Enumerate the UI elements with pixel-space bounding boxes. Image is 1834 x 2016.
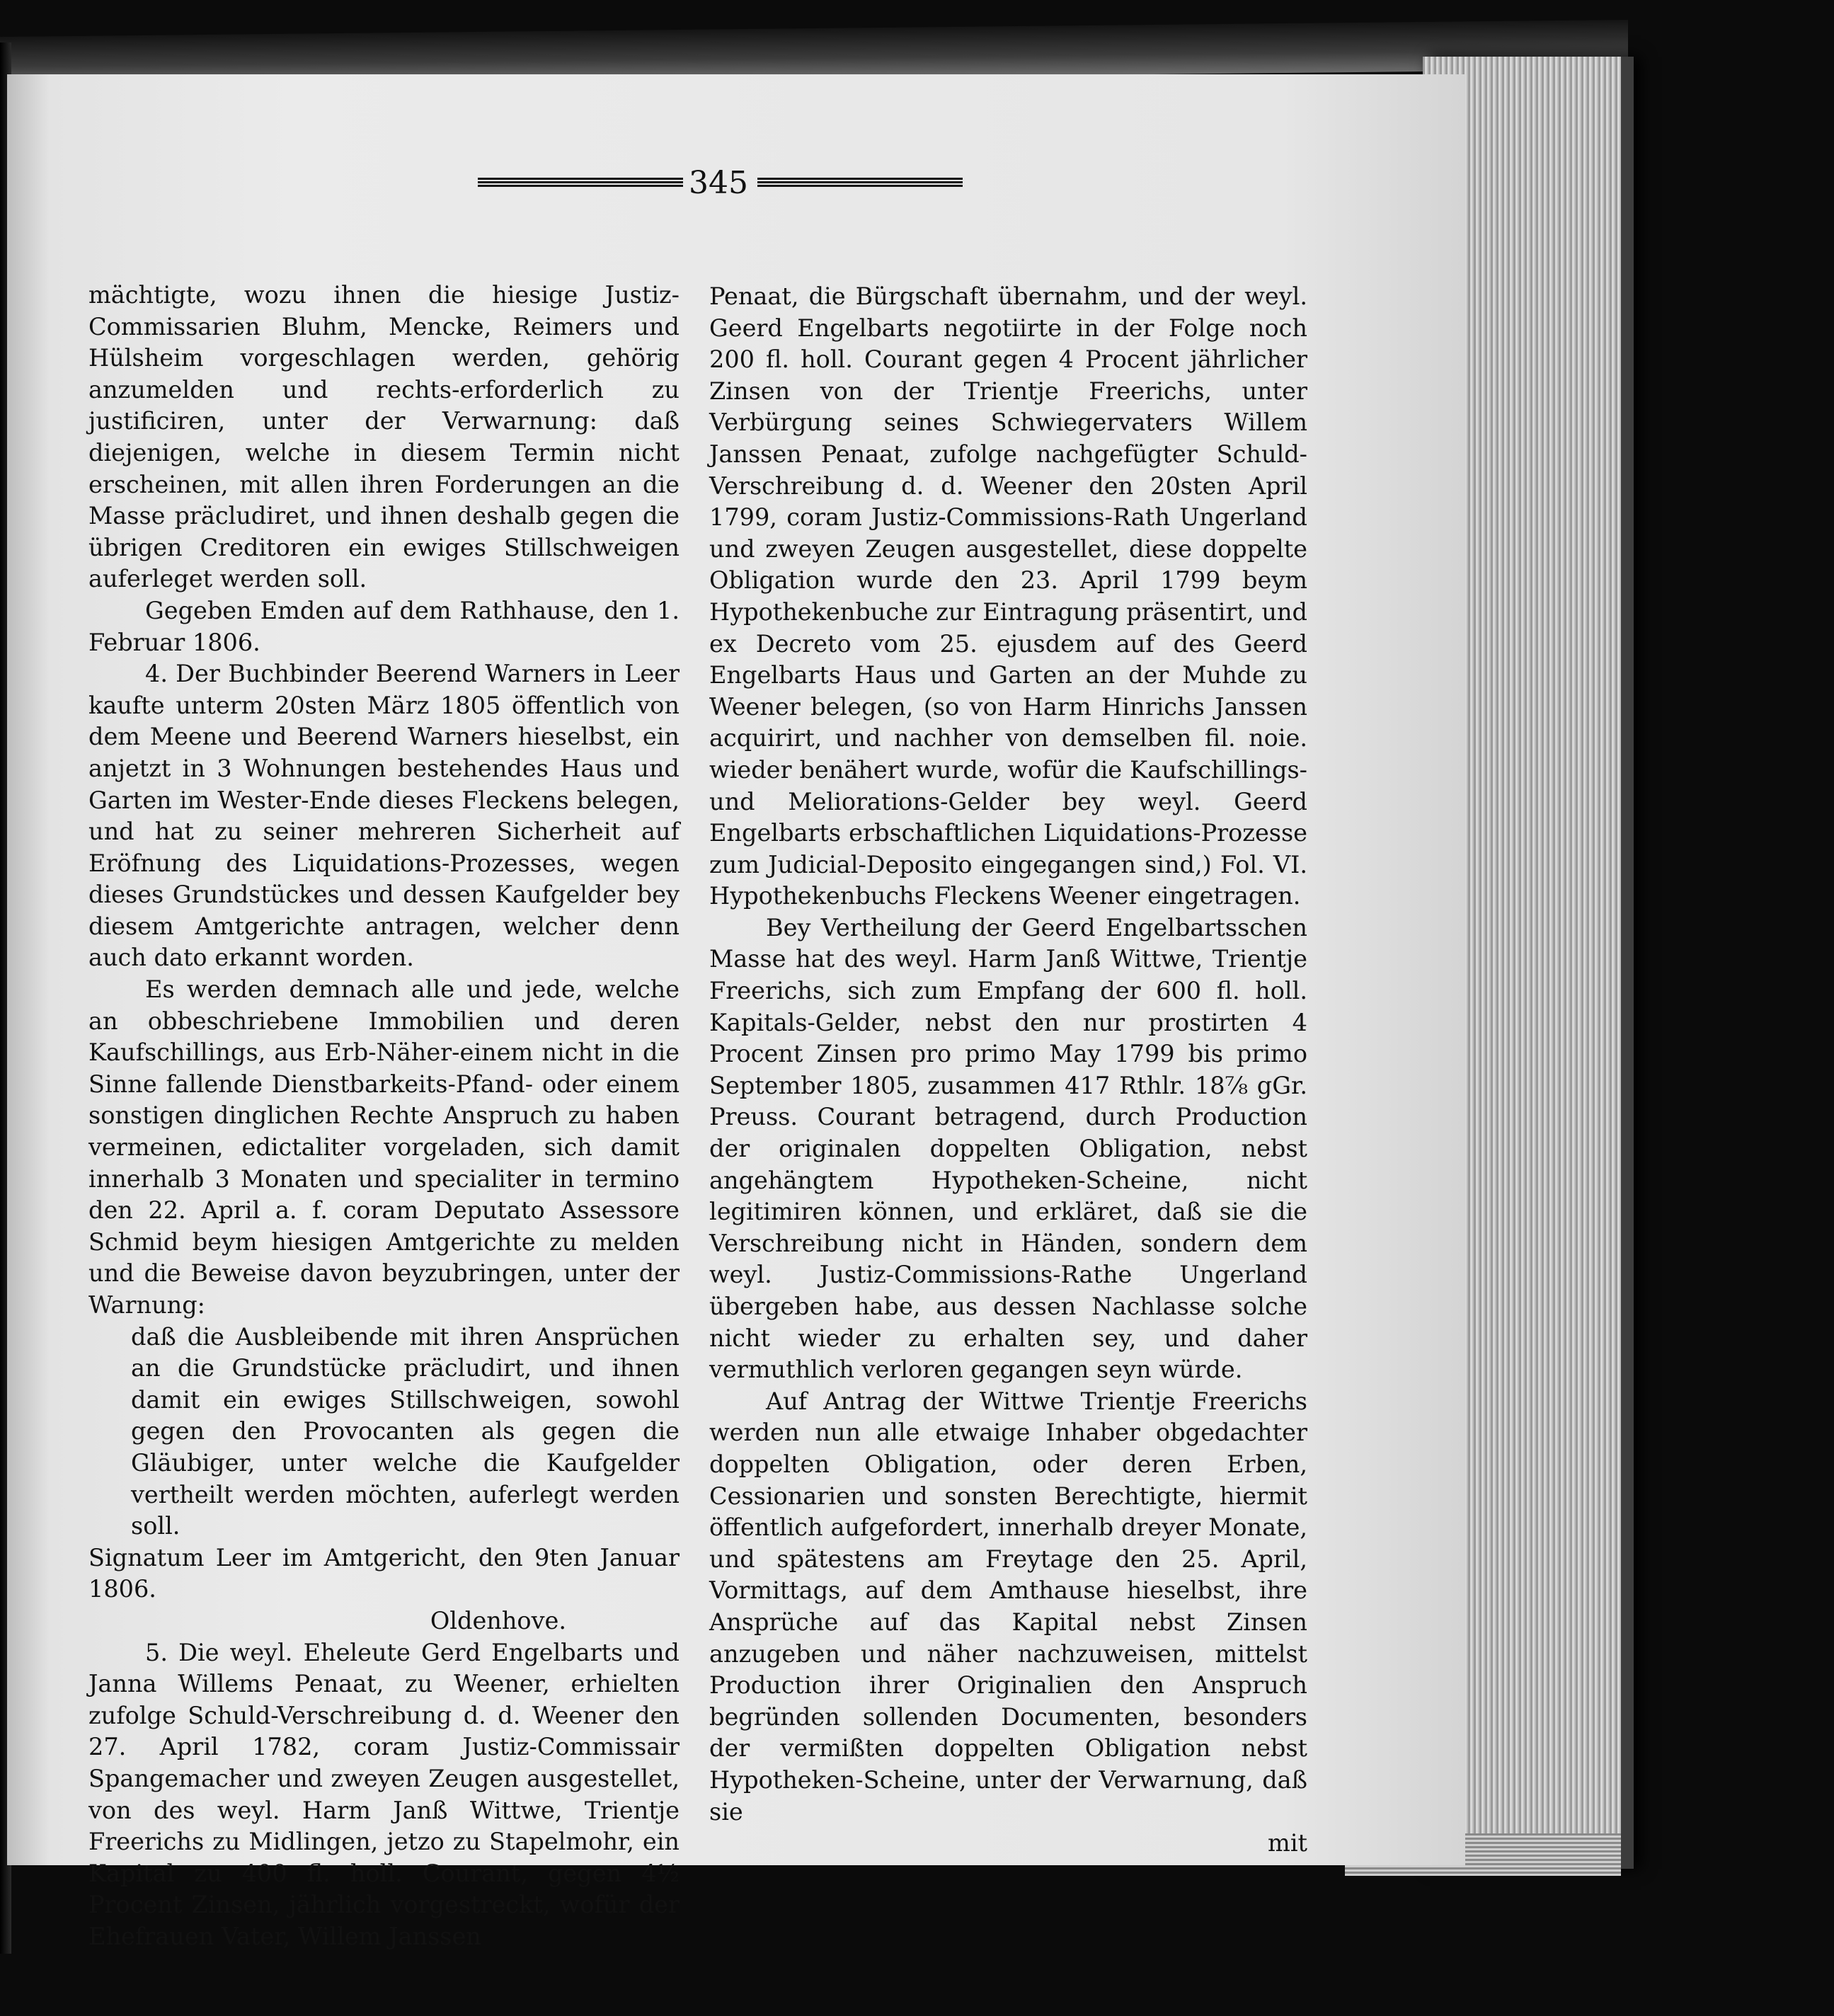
left-column: [88, 280, 680, 1952]
page-header: [7, 165, 1033, 207]
right-column: [709, 281, 1307, 1860]
signature-line: Signatum Leer im Amtgericht, den 9ten Januar 1806.: [88, 1543, 680, 1603]
paragraph: 5. Die weyl. Eheleute Gerd Engelbarts und Janna Willems Penaat, zu Weener, erhielten zufolge Schuld-Verschreibung d. d. Weener den 27. April 1782, coram Justiz-Commissair Spangemacher und zweyen Zeugen ausgestellet, von des weyl. Harm Janß Wittwe, Trientje Freerichs zu Midlingen, jetzo zu Stapelmohr, ein Kapital zu 400 fl. holl. Courant, gegen 4½ Procent Zinsen, jährlich vorgestreckt, wofür der Ehefrauen Vater, Willem Janssen: [88, 1638, 680, 1950]
header-rule-left: [478, 178, 683, 188]
paragraph: daß die Ausbleibende mit ihren Ansprüchen an die Grundstücke präcludirt, und ihnen damit ein ewiges Stillschweigen, sowohl gegen den Provocanten als gegen die Gläubiger, unter welche die Kaufgelder vertheilt werden möchten, auferlegt werden soll.: [131, 1322, 680, 1540]
book-page: [7, 74, 1465, 1950]
paragraph: Gegeben Emden auf dem Rathhause, den 1. Februar 1806.: [88, 596, 680, 656]
page-number: 345: [689, 165, 748, 201]
paragraph: Es werden demnach alle und jede, welche an obbeschriebene Immobilien und deren Kaufschillings, aus Erb-Näher-einem nicht in die Sinne fallende Dienstbarkeits-Pfand- oder einem sonstigen dinglichen Rechte Anspruch zu haben vermeinen, edictaliter vorgeladen, sich damit innerhalb 3 Monaten und specialiter in termino den 22. April a. f. coram Deputato Assessore Schmid beym hiesigen Amtgerichte zu melden und die Beweise davon beyzubringen, unter der Warnung:: [88, 975, 680, 1319]
paragraph: Auf Antrag der Wittwe Trientje Freerichs werden nun alle etwaige Inhaber obgedachter doppelten Obligation, oder deren Erben, Cessionarien und sonsten Berechtigte, hiermit öffentlich aufgefordert, innerhalb dreyer Monate, und spätestens am Freytage den 25. April, Vormittags, auf dem Amthause hieselbst, ihre Ansprüche auf das Kapital nebst Zinsen anzugeben und näher nachzuweisen, mittelst Production ihrer Originalien den Anspruch begründen sollenden Documenten, besonders der vermißten doppelten Obligation nebst Hypotheken-Scheine, unter der Verwarnung, daß sie: [709, 1387, 1307, 1826]
paragraph: Penaat, die Bürgschaft übernahm, und der weyl. Geerd Engelbarts negotiirte in der Folge noch 200 fl. holl. Courant gegen 4 Procent jährlicher Zinsen von der Trientje Freerichs, unter Verbürgung seines Schwiegervaters Willem Janssen Penaat, zufolge nachgefügter Schuld-Verschreibung d. d. Weener den 20sten April 1799, coram Justiz-Commissions-Rath Ungerland und zweyen Zeugen ausgestellet, diese doppelte Obligation wurde den 23. April 1799 beym Hypothekenbuche zur Eintragung präsentirt, und ex Decreto vom 25. ejusdem auf des Geerd Engelbarts Haus und Garten an der Muhde zu Weener belegen, (so von Harm Hinrichs Janssen acquirirt, und nachher von demselben fil. noie. wieder benähert wurde, wofür die Kaufschillings- und Meliorations-Gelder bey weyl. Geerd Engelbarts erbschaftlichen Liquidations-Prozesse zum Judicial-Deposito eingegangen sind,) Fol. VI. Hypothekenbuchs Fleckens Weener eingetragen.: [709, 282, 1307, 910]
header-rule-right: [757, 178, 963, 188]
paragraph: Bey Vertheilung der Geerd Engelbartsschen Masse hat des weyl. Harm Janß Wittwe, Trientje Freerichs, sich zum Empfang der 600 fl. holl. Kapitals-Gelder, nebst den nur prostirten 4 Procent Zinsen pro primo May 1799 bis primo September 1805, zusammen 417 Rthlr. 18⅞ gGr. Preuss. Courant betragend, durch Production der originalen doppelten Obligation, nebst angehängtem Hypotheken-Scheine, nicht legitimiren können, und erkläret, daß sie die Verschreibung nicht in Händen, sondern dem weyl. Justiz-Commissions-Rathe Ungerland übergeben habe, aus dessen Nachlasse solche nicht wieder zu erhalten sey, und daher vermuthlich verloren gegangen seyn würde.: [709, 913, 1307, 1384]
paragraph: 4. Der Buchbinder Beerend Warners in Leer kaufte unterm 20sten März 1805 öffentlich von dem Meene und Beerend Warners hieselbst, ein anjetzt in 3 Wohnungen bestehendes Haus und Garten im Wester-Ende dieses Fleckens belegen, und hat zu seiner mehreren Sicherheit auf Eröfnung des Liquidations-Prozesses, wegen dieses Grundstückes und dessen Kaufgelder bey diesem Amtgerichte antragen, welcher denn auch dato erkannt worden.: [88, 660, 680, 972]
paragraph: mächtigte, wozu ihnen die hiesige Justiz-Commissarien Bluhm, Mencke, Reimers und Hülsheim vorgeschlagen werden, gehörig anzumelden und rechts-erforderlich zu justificiren, unter der Verwarnung: daß diejenigen, welche in diesem Termin nicht erscheinen, mit allen ihren Forderungen an die Masse präcludiret, und ihnen deshalb gegen die übrigen Creditoren ein ewiges Stillschweigen auferleget werden soll.: [88, 281, 680, 593]
catchword: mit: [1268, 1829, 1307, 1857]
signatory-name: Oldenhove.: [430, 1606, 566, 1634]
